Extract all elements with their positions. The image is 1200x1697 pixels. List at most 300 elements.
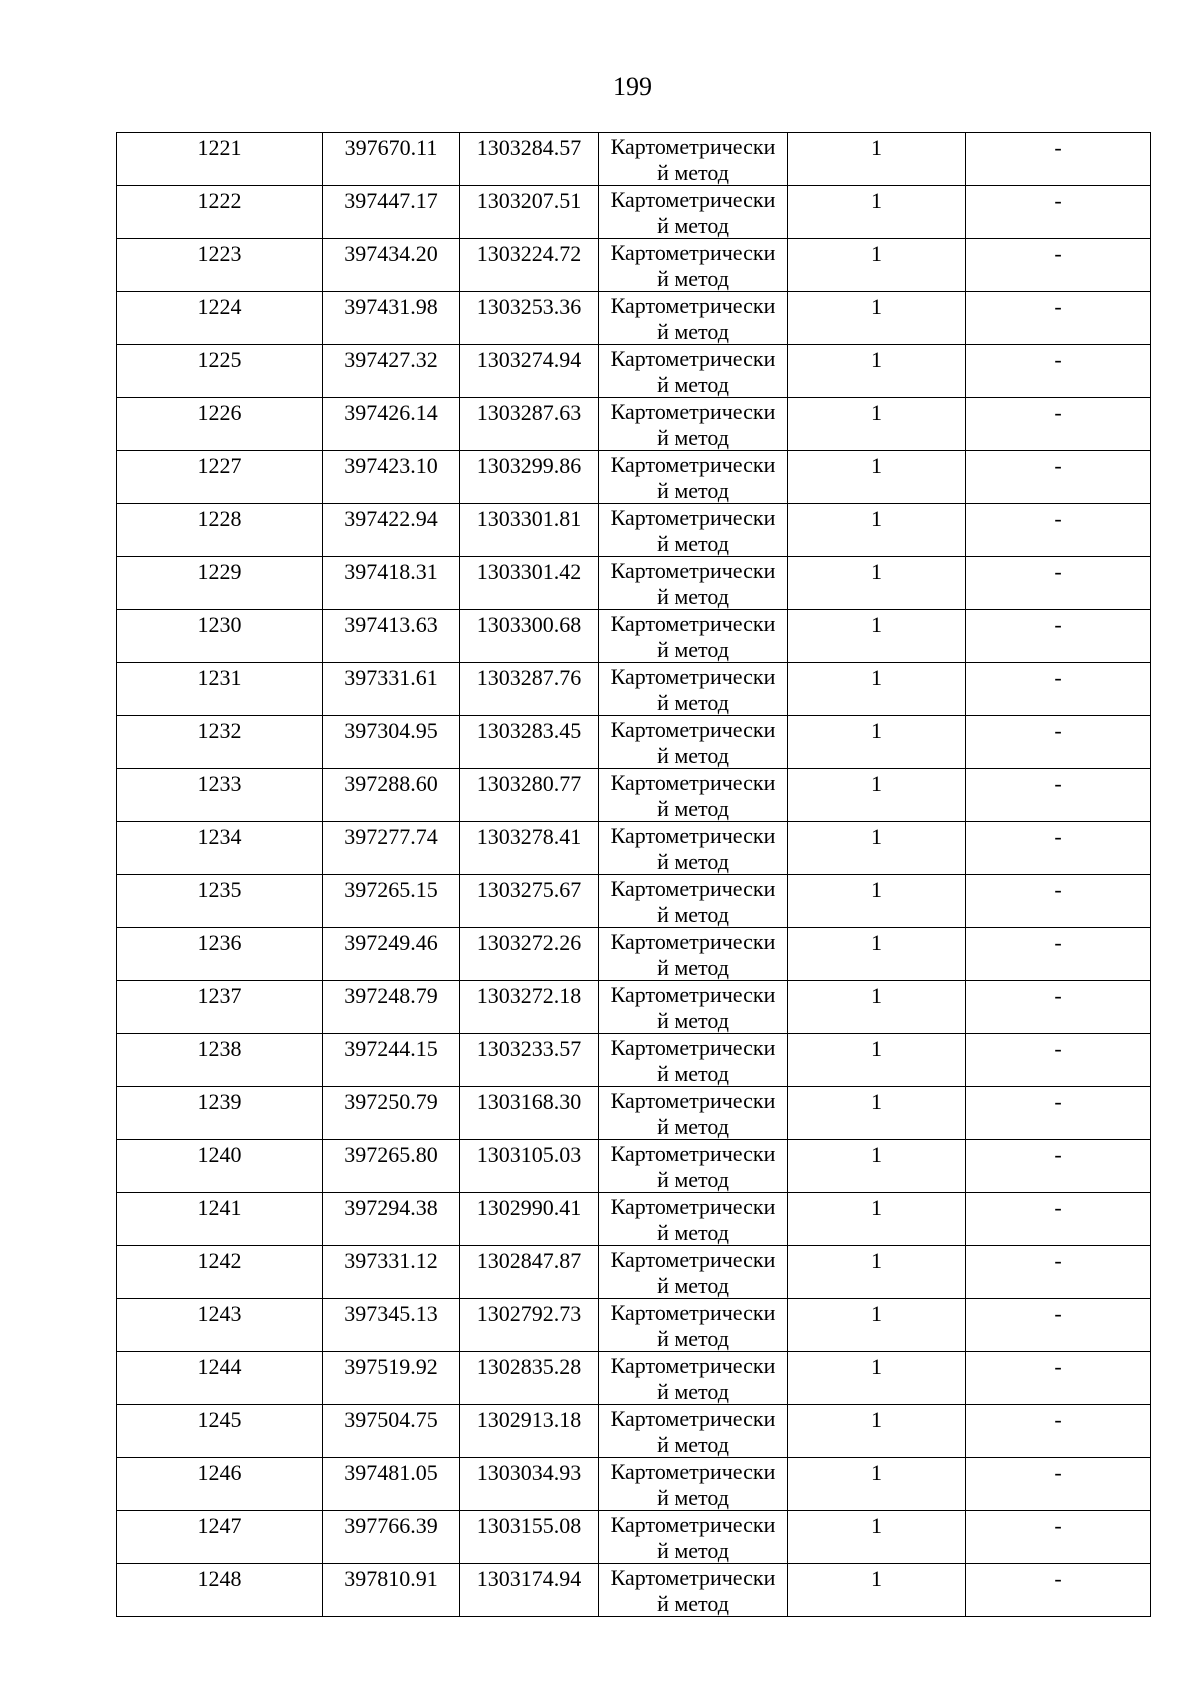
x-coordinate-cell — [323, 1352, 460, 1405]
y-coordinate-text: 1303284.57 — [476, 135, 582, 160]
accuracy-text: 1 — [871, 771, 882, 796]
point-number-text: 1244 — [197, 1354, 242, 1379]
x-coordinate-text: 397434.20 — [344, 241, 438, 266]
method-cell — [599, 557, 788, 610]
y-coordinate-cell — [460, 928, 599, 981]
point-number-text: 1243 — [197, 1301, 242, 1326]
x-coordinate-text: 397250.79 — [344, 1089, 438, 1114]
point-number-text: 1245 — [197, 1407, 242, 1432]
table-row — [117, 1246, 1151, 1299]
method-text-line: й метод — [657, 372, 729, 397]
page-number: 199 — [613, 72, 652, 101]
method-text-line: й метод — [657, 584, 729, 609]
point-number-cell — [117, 504, 323, 557]
table-row — [117, 1087, 1151, 1140]
x-coordinate-cell — [323, 663, 460, 716]
table-row — [117, 981, 1151, 1034]
method-cell — [599, 610, 788, 663]
y-coordinate-cell — [460, 1564, 599, 1617]
method-text-line: Картометрически — [610, 1300, 776, 1325]
method-cell — [599, 822, 788, 875]
point-number-cell — [117, 875, 323, 928]
x-coordinate-text: 397810.91 — [344, 1566, 438, 1591]
table-row — [117, 1193, 1151, 1246]
accuracy-text: 1 — [871, 930, 882, 955]
point-number-text: 1234 — [197, 824, 242, 849]
note-text: - — [1054, 1301, 1062, 1326]
accuracy-cell — [788, 769, 966, 822]
method-cell — [599, 928, 788, 981]
method-text-line: Картометрически — [610, 1406, 776, 1431]
x-coordinate-text: 397249.46 — [344, 930, 438, 955]
note-cell — [966, 1458, 1151, 1511]
point-number-cell — [117, 451, 323, 504]
table-row — [117, 504, 1151, 557]
note-text: - — [1054, 824, 1062, 849]
point-number-text: 1242 — [197, 1248, 242, 1273]
point-number-text: 1241 — [197, 1195, 242, 1220]
method-text-line: Картометрически — [610, 1088, 776, 1113]
accuracy-text: 1 — [871, 1513, 882, 1538]
point-number-cell — [117, 345, 323, 398]
method-text-line: й метод — [657, 1114, 729, 1139]
accuracy-cell — [788, 663, 966, 716]
y-coordinate-text: 1303275.67 — [476, 877, 582, 902]
note-text: - — [1054, 983, 1062, 1008]
method-text-line: Картометрически — [610, 187, 776, 212]
method-text-line: й метод — [657, 796, 729, 821]
method-cell — [599, 504, 788, 557]
point-number-text: 1222 — [197, 188, 242, 213]
x-coordinate-text: 397265.80 — [344, 1142, 438, 1167]
method-text-line: Картометрически — [610, 770, 776, 795]
x-coordinate-cell — [323, 1564, 460, 1617]
note-text: - — [1054, 294, 1062, 319]
y-coordinate-text: 1303253.36 — [476, 294, 582, 319]
point-number-text: 1228 — [197, 506, 242, 531]
method-text-line: Картометрически — [610, 1247, 776, 1272]
note-text: - — [1054, 347, 1062, 372]
table-row — [117, 1352, 1151, 1405]
y-coordinate-text: 1303301.81 — [476, 506, 582, 531]
coordinates-table — [116, 132, 1151, 1617]
point-number-cell — [117, 1087, 323, 1140]
method-cell — [599, 1352, 788, 1405]
method-text-line: Картометрически — [610, 558, 776, 583]
note-text: - — [1054, 930, 1062, 955]
method-text-line: Картометрически — [610, 505, 776, 530]
note-text: - — [1054, 1089, 1062, 1114]
accuracy-text: 1 — [871, 1460, 882, 1485]
x-coordinate-text: 397481.05 — [344, 1460, 438, 1485]
y-coordinate-cell — [460, 345, 599, 398]
accuracy-text: 1 — [871, 188, 882, 213]
note-text: - — [1054, 1566, 1062, 1591]
y-coordinate-cell — [460, 1405, 599, 1458]
y-coordinate-cell — [460, 769, 599, 822]
y-coordinate-cell — [460, 716, 599, 769]
method-text-line: Картометрически — [610, 1512, 776, 1537]
x-coordinate-cell — [323, 292, 460, 345]
note-cell — [966, 1246, 1151, 1299]
method-text-line: Картометрически — [610, 929, 776, 954]
x-coordinate-cell — [323, 398, 460, 451]
table-row — [117, 1140, 1151, 1193]
accuracy-cell — [788, 1405, 966, 1458]
y-coordinate-cell — [460, 398, 599, 451]
x-coordinate-text: 397331.61 — [344, 665, 438, 690]
note-cell — [966, 928, 1151, 981]
method-cell — [599, 1246, 788, 1299]
point-number-text: 1231 — [197, 665, 242, 690]
method-cell — [599, 292, 788, 345]
x-coordinate-cell — [323, 769, 460, 822]
point-number-text: 1248 — [197, 1566, 242, 1591]
method-cell — [599, 1140, 788, 1193]
y-coordinate-cell — [460, 504, 599, 557]
x-coordinate-cell — [323, 716, 460, 769]
x-coordinate-cell — [323, 133, 460, 186]
method-text-line: Картометрически — [610, 293, 776, 318]
y-coordinate-cell — [460, 292, 599, 345]
point-number-cell — [117, 769, 323, 822]
point-number-text: 1229 — [197, 559, 242, 584]
point-number-text: 1239 — [197, 1089, 242, 1114]
note-text: - — [1054, 612, 1062, 637]
method-cell — [599, 186, 788, 239]
x-coordinate-cell — [323, 557, 460, 610]
method-text-line: й метод — [657, 1220, 729, 1245]
note-cell — [966, 1034, 1151, 1087]
method-text-line: Картометрически — [610, 823, 776, 848]
accuracy-cell — [788, 928, 966, 981]
note-text: - — [1054, 559, 1062, 584]
y-coordinate-text: 1302847.87 — [476, 1248, 582, 1273]
accuracy-text: 1 — [871, 1301, 882, 1326]
y-coordinate-text: 1303155.08 — [476, 1513, 582, 1538]
method-cell — [599, 1564, 788, 1617]
method-cell — [599, 1458, 788, 1511]
method-cell — [599, 1087, 788, 1140]
accuracy-cell — [788, 186, 966, 239]
y-coordinate-text: 1302990.41 — [476, 1195, 582, 1220]
method-cell — [599, 239, 788, 292]
note-text: - — [1054, 135, 1062, 160]
note-cell — [966, 769, 1151, 822]
y-coordinate-cell — [460, 1299, 599, 1352]
accuracy-cell — [788, 1140, 966, 1193]
x-coordinate-text: 397413.63 — [344, 612, 438, 637]
point-number-cell — [117, 1564, 323, 1617]
x-coordinate-text: 397331.12 — [344, 1248, 438, 1273]
method-text-line: Картометрически — [610, 664, 776, 689]
note-text: - — [1054, 241, 1062, 266]
x-coordinate-cell — [323, 345, 460, 398]
point-number-cell — [117, 1458, 323, 1511]
x-coordinate-cell — [323, 239, 460, 292]
accuracy-text: 1 — [871, 453, 882, 478]
note-cell — [966, 981, 1151, 1034]
method-text-line: Картометрически — [610, 1353, 776, 1378]
note-cell — [966, 875, 1151, 928]
point-number-text: 1246 — [197, 1460, 242, 1485]
method-cell — [599, 1511, 788, 1564]
point-number-cell — [117, 557, 323, 610]
x-coordinate-cell — [323, 1034, 460, 1087]
y-coordinate-cell — [460, 557, 599, 610]
table-row — [117, 610, 1151, 663]
point-number-cell — [117, 1140, 323, 1193]
note-text: - — [1054, 1407, 1062, 1432]
note-text: - — [1054, 718, 1062, 743]
method-text-line: й метод — [657, 690, 729, 715]
method-text-line: й метод — [657, 478, 729, 503]
method-text-line: й метод — [657, 1273, 729, 1298]
x-coordinate-text: 397277.74 — [344, 824, 438, 849]
x-coordinate-text: 397766.39 — [344, 1513, 438, 1538]
x-coordinate-cell — [323, 186, 460, 239]
method-text-line: Картометрически — [610, 134, 776, 159]
point-number-cell — [117, 610, 323, 663]
note-cell — [966, 1405, 1151, 1458]
x-coordinate-text: 397288.60 — [344, 771, 438, 796]
x-coordinate-cell — [323, 451, 460, 504]
method-text-line: й метод — [657, 1538, 729, 1563]
y-coordinate-text: 1302913.18 — [476, 1407, 582, 1432]
method-text-line: й метод — [657, 955, 729, 980]
point-number-text: 1240 — [197, 1142, 242, 1167]
x-coordinate-cell — [323, 981, 460, 1034]
y-coordinate-cell — [460, 663, 599, 716]
point-number-cell — [117, 1299, 323, 1352]
note-cell — [966, 451, 1151, 504]
method-text-line: й метод — [657, 743, 729, 768]
table-row — [117, 875, 1151, 928]
accuracy-cell — [788, 1458, 966, 1511]
x-coordinate-cell — [323, 1299, 460, 1352]
note-cell — [966, 1140, 1151, 1193]
method-text-line: й метод — [657, 1379, 729, 1404]
accuracy-text: 1 — [871, 294, 882, 319]
y-coordinate-cell — [460, 1087, 599, 1140]
point-number-text: 1226 — [197, 400, 242, 425]
accuracy-cell — [788, 133, 966, 186]
note-cell — [966, 822, 1151, 875]
table-row — [117, 398, 1151, 451]
method-text-line: й метод — [657, 1432, 729, 1457]
method-text-line: й метод — [657, 1326, 729, 1351]
accuracy-text: 1 — [871, 983, 882, 1008]
method-text-line: й метод — [657, 637, 729, 662]
x-coordinate-text: 397423.10 — [344, 453, 438, 478]
method-text-line: Картометрически — [610, 717, 776, 742]
note-text: - — [1054, 1460, 1062, 1485]
method-text-line: Картометрически — [610, 1035, 776, 1060]
note-cell — [966, 133, 1151, 186]
point-number-text: 1247 — [197, 1513, 242, 1538]
accuracy-text: 1 — [871, 1407, 882, 1432]
table-row — [117, 822, 1151, 875]
method-cell — [599, 716, 788, 769]
point-number-cell — [117, 1511, 323, 1564]
note-text: - — [1054, 453, 1062, 478]
note-cell — [966, 239, 1151, 292]
method-cell — [599, 1405, 788, 1458]
table-row — [117, 557, 1151, 610]
accuracy-text: 1 — [871, 824, 882, 849]
accuracy-cell — [788, 398, 966, 451]
table-row — [117, 928, 1151, 981]
accuracy-text: 1 — [871, 1248, 882, 1273]
accuracy-cell — [788, 292, 966, 345]
method-text-line: й метод — [657, 1008, 729, 1033]
y-coordinate-text: 1303280.77 — [476, 771, 582, 796]
accuracy-cell — [788, 1246, 966, 1299]
method-cell — [599, 981, 788, 1034]
method-text-line: Картометрически — [610, 452, 776, 477]
note-cell — [966, 345, 1151, 398]
y-coordinate-cell — [460, 610, 599, 663]
table-row — [117, 292, 1151, 345]
x-coordinate-text: 397519.92 — [344, 1354, 438, 1379]
x-coordinate-cell — [323, 1140, 460, 1193]
accuracy-text: 1 — [871, 612, 882, 637]
y-coordinate-text: 1303287.76 — [476, 665, 582, 690]
table-row — [117, 1458, 1151, 1511]
point-number-cell — [117, 292, 323, 345]
point-number-cell — [117, 663, 323, 716]
x-coordinate-cell — [323, 610, 460, 663]
method-text-line: й метод — [657, 1485, 729, 1510]
point-number-cell — [117, 398, 323, 451]
method-text-line: й метод — [657, 425, 729, 450]
point-number-text: 1233 — [197, 771, 242, 796]
note-text: - — [1054, 1036, 1062, 1061]
point-number-cell — [117, 1193, 323, 1246]
note-text: - — [1054, 665, 1062, 690]
accuracy-text: 1 — [871, 347, 882, 372]
y-coordinate-text: 1302792.73 — [476, 1301, 582, 1326]
y-coordinate-text: 1303287.63 — [476, 400, 582, 425]
accuracy-cell — [788, 451, 966, 504]
method-cell — [599, 1193, 788, 1246]
method-text-line: Картометрически — [610, 611, 776, 636]
accuracy-cell — [788, 1087, 966, 1140]
point-number-text: 1232 — [197, 718, 242, 743]
note-cell — [966, 1087, 1151, 1140]
x-coordinate-text: 397248.79 — [344, 983, 438, 1008]
accuracy-text: 1 — [871, 1195, 882, 1220]
y-coordinate-text: 1303283.45 — [476, 718, 582, 743]
table-row — [117, 1511, 1151, 1564]
accuracy-text: 1 — [871, 135, 882, 160]
y-coordinate-cell — [460, 186, 599, 239]
y-coordinate-text: 1303278.41 — [476, 824, 582, 849]
table-row — [117, 769, 1151, 822]
x-coordinate-cell — [323, 928, 460, 981]
method-cell — [599, 345, 788, 398]
y-coordinate-cell — [460, 875, 599, 928]
y-coordinate-cell — [460, 1246, 599, 1299]
x-coordinate-text: 397431.98 — [344, 294, 438, 319]
x-coordinate-cell — [323, 1511, 460, 1564]
method-cell — [599, 663, 788, 716]
x-coordinate-cell — [323, 504, 460, 557]
method-text-line: Картометрически — [610, 399, 776, 424]
note-text: - — [1054, 877, 1062, 902]
y-coordinate-text: 1302835.28 — [476, 1354, 582, 1379]
method-cell — [599, 451, 788, 504]
method-text-line: й метод — [657, 1061, 729, 1086]
accuracy-cell — [788, 557, 966, 610]
accuracy-cell — [788, 716, 966, 769]
x-coordinate-text: 397345.13 — [344, 1301, 438, 1326]
note-cell — [966, 292, 1151, 345]
note-text: - — [1054, 771, 1062, 796]
x-coordinate-cell — [323, 1246, 460, 1299]
x-coordinate-text: 397422.94 — [344, 506, 438, 531]
y-coordinate-cell — [460, 1140, 599, 1193]
y-coordinate-text: 1303301.42 — [476, 559, 582, 584]
y-coordinate-cell — [460, 133, 599, 186]
method-text-line: й метод — [657, 213, 729, 238]
accuracy-cell — [788, 239, 966, 292]
table-row — [117, 663, 1151, 716]
point-number-text: 1230 — [197, 612, 242, 637]
note-cell — [966, 663, 1151, 716]
method-cell — [599, 133, 788, 186]
note-cell — [966, 504, 1151, 557]
accuracy-text: 1 — [871, 1142, 882, 1167]
note-text: - — [1054, 188, 1062, 213]
point-number-text: 1225 — [197, 347, 242, 372]
accuracy-text: 1 — [871, 400, 882, 425]
method-cell — [599, 1299, 788, 1352]
accuracy-text: 1 — [871, 1566, 882, 1591]
method-text-line: й метод — [657, 531, 729, 556]
point-number-cell — [117, 1034, 323, 1087]
accuracy-cell — [788, 822, 966, 875]
point-number-text: 1221 — [197, 135, 242, 160]
accuracy-cell — [788, 610, 966, 663]
accuracy-cell — [788, 504, 966, 557]
point-number-cell — [117, 716, 323, 769]
table-row — [117, 133, 1151, 186]
note-cell — [966, 1299, 1151, 1352]
table-row — [117, 1405, 1151, 1458]
x-coordinate-cell — [323, 1458, 460, 1511]
note-cell — [966, 1511, 1151, 1564]
point-number-cell — [117, 981, 323, 1034]
y-coordinate-text: 1303300.68 — [476, 612, 582, 637]
point-number-text: 1223 — [197, 241, 242, 266]
method-text-line: Картометрически — [610, 982, 776, 1007]
note-cell — [966, 186, 1151, 239]
x-coordinate-cell — [323, 875, 460, 928]
x-coordinate-cell — [323, 1405, 460, 1458]
y-coordinate-cell — [460, 1458, 599, 1511]
accuracy-cell — [788, 1511, 966, 1564]
x-coordinate-text: 397670.11 — [344, 135, 438, 160]
table-row — [117, 345, 1151, 398]
x-coordinate-text: 397418.31 — [344, 559, 438, 584]
point-number-text: 1224 — [197, 294, 242, 319]
x-coordinate-text: 397304.95 — [344, 718, 438, 743]
y-coordinate-text: 1303272.26 — [476, 930, 582, 955]
y-coordinate-cell — [460, 1034, 599, 1087]
note-text: - — [1054, 1513, 1062, 1538]
accuracy-cell — [788, 1193, 966, 1246]
